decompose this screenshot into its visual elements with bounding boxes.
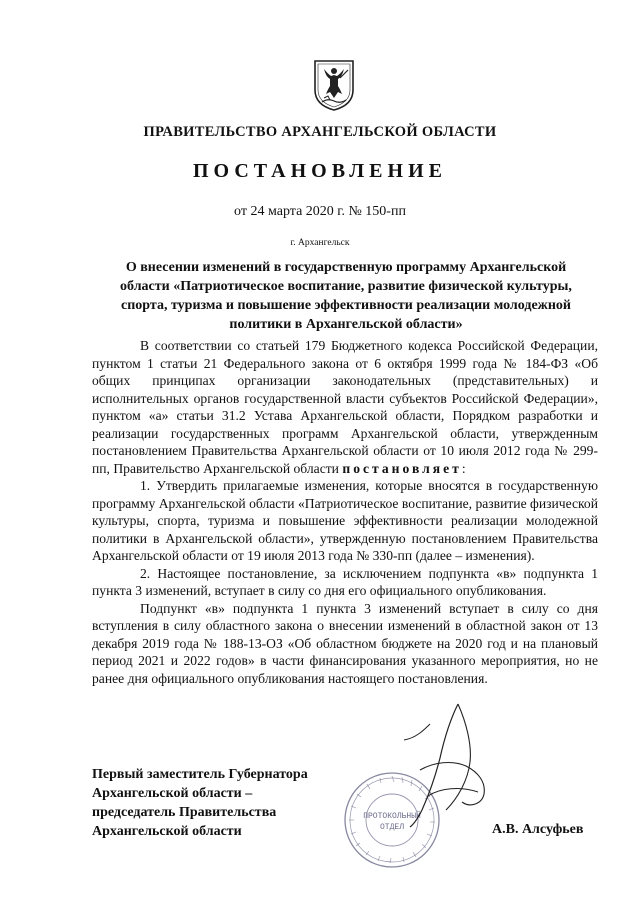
resolves-colon: :	[461, 460, 466, 476]
item-1-paragraph: 1. Утвердить прилагаемые изменения, которые вносятся в государственную программу Архангельской области «Патриотическое воспитание, развитие физической культуры, спорта, туризма и повышение эффективности реализации молодежной политики в Архангельской области», утвержденную постановлением Правительства Архангельской области от 19 июля 2013 года № 330-пп (далее – изменения).	[92, 478, 598, 563]
signer-name: А.В. Алсуфьев	[492, 822, 584, 837]
signer-title-line: Архангельской области	[92, 824, 242, 839]
city: г. Архангельск	[290, 238, 350, 248]
stamp-text-line: ПРОТОКОЛЬНЫЙ	[363, 812, 421, 821]
signer-title-line: председатель Правительства	[92, 805, 277, 820]
preamble-text: В соответствии со статьей 179 Бюджетного кодекса Российской Федерации, пунктом 1 статьи 21 Федерального закона от 6 октября 1999 года № 184-ФЗ «Об общих принципах организации законодательных (представительных) и исполнительных органов государственной власти субъектов Российской Федерации», пунктом «а» статьи 31.2 Устава Архангельской области, Порядком разработки и реализации государственных программ Архангельской области, утвержденным постановлением Правительства Архангельской области от 10 июля 2012 года № 299-пп, Правительство Архангельской области	[92, 338, 598, 476]
document-title: О внесении изменений в государственную программу Архангельской области «Патриотическое воспитание, развитие физической культуры, спорта, туризма и повышение эффективности реализации молодежной политики в Архангельской области»	[120, 260, 572, 332]
coat-of-arms-icon	[312, 58, 356, 112]
document-body	[92, 337, 598, 687]
date-number: от 24 марта 2020 г. № 150-пп	[234, 204, 406, 219]
resolves-word: постановляет	[342, 460, 462, 476]
handwritten-signature	[400, 700, 500, 830]
preamble-paragraph	[92, 337, 598, 477]
signer-title-line: Архангельской области –	[92, 786, 253, 801]
signer-title-line: Первый заместитель Губернатора	[92, 767, 308, 782]
item-2-paragraph: 2. Настоящее постановление, за исключением подпункта «в» подпункта 1 пункта 3 изменений, вступает в силу со дня его официального опубликования.	[92, 565, 598, 598]
item-3-paragraph: Подпункт «в» подпункта 1 пункта 3 изменений вступает в силу со дня вступления в силу областного закона о внесении изменений в областной закон от 13 декабря 2019 года № 188-13-ОЗ «Об областном бюджете на 2020 год и на плановый период 2021 и 2022 годов» в части финансирования указанного мероприятия, но не ранее дня официального опубликования настоящего постановления.	[92, 600, 598, 686]
stamp-text-line: ОТДЕЛ	[379, 823, 405, 832]
government-name: ПРАВИТЕЛЬСТВО АРХАНГЕЛЬСКОЙ ОБЛАСТИ	[143, 124, 497, 140]
signer-title	[92, 765, 352, 841]
document-type: ПОСТАНОВЛЕНИЕ	[193, 160, 447, 182]
